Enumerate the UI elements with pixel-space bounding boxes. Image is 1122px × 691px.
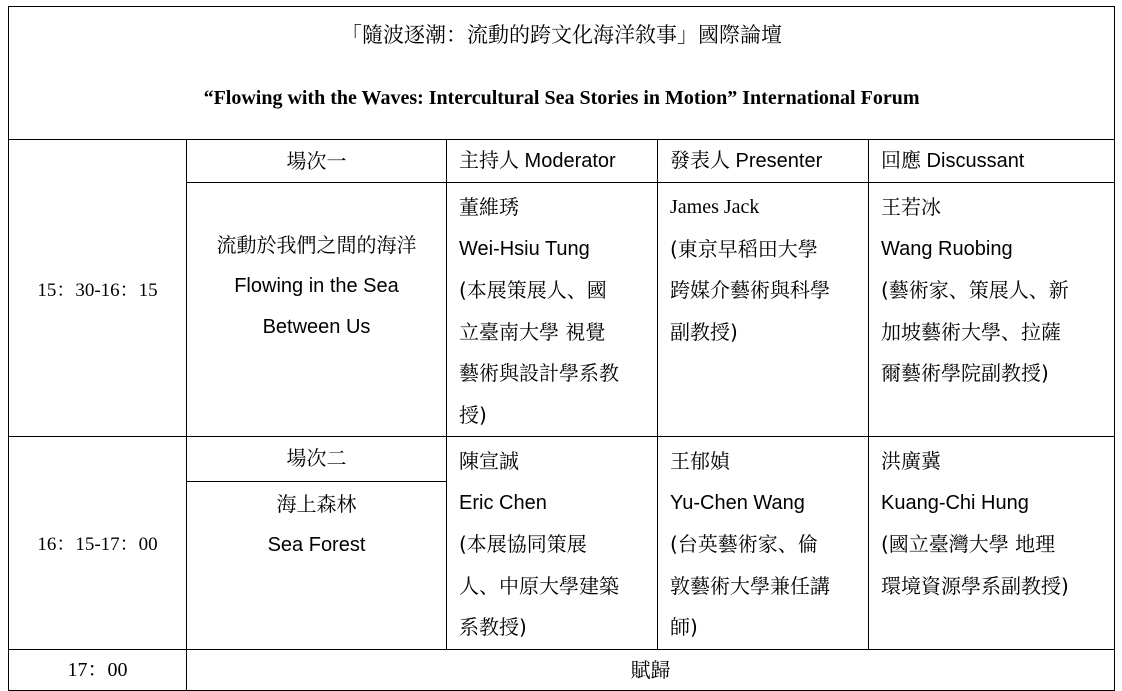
session-1-discussant-affil-2: 加坡藝術大學、拉薩 [881, 319, 1061, 344]
session-1-discussant-affil-1: (藝術家、策展人、新 [881, 278, 1069, 302]
closing-row [9, 649, 1115, 690]
session-2-time: 16：15-17：00 [9, 437, 187, 650]
closing-label: 賦歸 [187, 649, 1115, 690]
session-2-presenter [658, 437, 869, 650]
session-1-discussant [869, 183, 1115, 437]
session-2-moderator-name-en: Eric Chen [459, 491, 547, 514]
session-2-presenter-name-en: Yu-Chen Wang [670, 491, 805, 514]
session-2-discussant [869, 437, 1115, 650]
session-1-presenter-affil-2: 跨媒介藝術與科學 [670, 278, 830, 302]
session-1-label: 場次一 [187, 140, 447, 183]
session-2-discussant-name-en: Kuang-Chi Hung [881, 491, 1029, 514]
header-moderator: 主持人 Moderator [447, 140, 658, 183]
header-discussant: 回應 Discussant [869, 140, 1115, 183]
session-2-moderator [447, 437, 658, 650]
session-2-presenter-affil-1: (台英藝術家、倫 [670, 532, 818, 556]
session-2-moderator-affil-2: 人、中原大學建築 [459, 573, 619, 598]
session-2-moderator-affil-1: (本展協同策展 [459, 532, 587, 556]
session-2-label: 場次二 [187, 437, 447, 482]
session-2-discussant-affil-1: (國立臺灣大學 地理 [881, 532, 1056, 556]
session-1-topic-en-2: Between Us [262, 316, 371, 338]
closing-time: 17：00 [9, 649, 187, 690]
forum-schedule-table [8, 6, 1115, 691]
title-chinese: 「隨波逐潮：流動的跨文化海洋敘事」國際論壇 [341, 23, 783, 47]
session-2-moderator-name-zh: 陳宣誠 [459, 449, 519, 473]
session-2-discussant-affil-2: 環境資源學系副教授) [881, 573, 1069, 598]
session-1-header-row [9, 140, 1115, 183]
title-cell [9, 7, 1115, 140]
session-2-topic-zh: 海上森林 [276, 492, 357, 516]
session-1-presenter-affil-3: 副教授) [670, 319, 738, 344]
session-1-discussant-name-en: Wang Ruobing [881, 237, 1013, 260]
session-1-moderator [447, 183, 658, 437]
session-1-moderator-affil-4: 授) [459, 402, 487, 427]
session-1-topic [187, 183, 447, 437]
session-1-time: 15：30-16：15 [9, 140, 187, 437]
session-1-discussant-affil-3: 爾藝術學院副教授) [881, 361, 1049, 385]
session-2-topic [187, 482, 447, 650]
session-2-discussant-name-zh: 洪廣冀 [881, 449, 941, 473]
session-1-presenter-affil-1: (東京早稻田大學 [670, 236, 818, 261]
session-1-moderator-affil-1: (本展策展人、國 [459, 278, 607, 302]
session-1-moderator-affil-2: 立臺南大學 視覺 [459, 319, 606, 344]
session-2-topic-en: Sea Forest [267, 534, 366, 556]
session-2-presenter-affil-3: 師) [670, 615, 698, 639]
session-1-discussant-name-zh: 王若冰 [881, 195, 941, 219]
session-2-header-row [9, 437, 1115, 482]
session-1-presenter-name-en: James Jack [670, 196, 760, 218]
session-2-presenter-affil-2: 敦藝術大學兼任講 [670, 573, 830, 598]
session-2-presenter-name-zh: 王郁媜 [670, 449, 730, 473]
session-1-topic-en-1: Flowing in the Sea [234, 275, 399, 297]
session-1-topic-zh: 流動於我們之間的海洋 [216, 233, 417, 257]
session-1-moderator-affil-3: 藝術與設計學系教 [459, 361, 619, 385]
session-1-presenter [658, 183, 869, 437]
title-row [9, 7, 1115, 140]
session-1-moderator-name-en: Wei-Hsiu Tung [459, 237, 590, 260]
session-1-moderator-name-zh: 董維琇 [459, 195, 519, 219]
session-2-moderator-affil-3: 系教授) [459, 615, 527, 639]
title-english: “Flowing with the Waves: Intercultural Sea Stories in Motion” International Forum [203, 87, 920, 109]
header-presenter: 發表人 Presenter [658, 140, 869, 183]
